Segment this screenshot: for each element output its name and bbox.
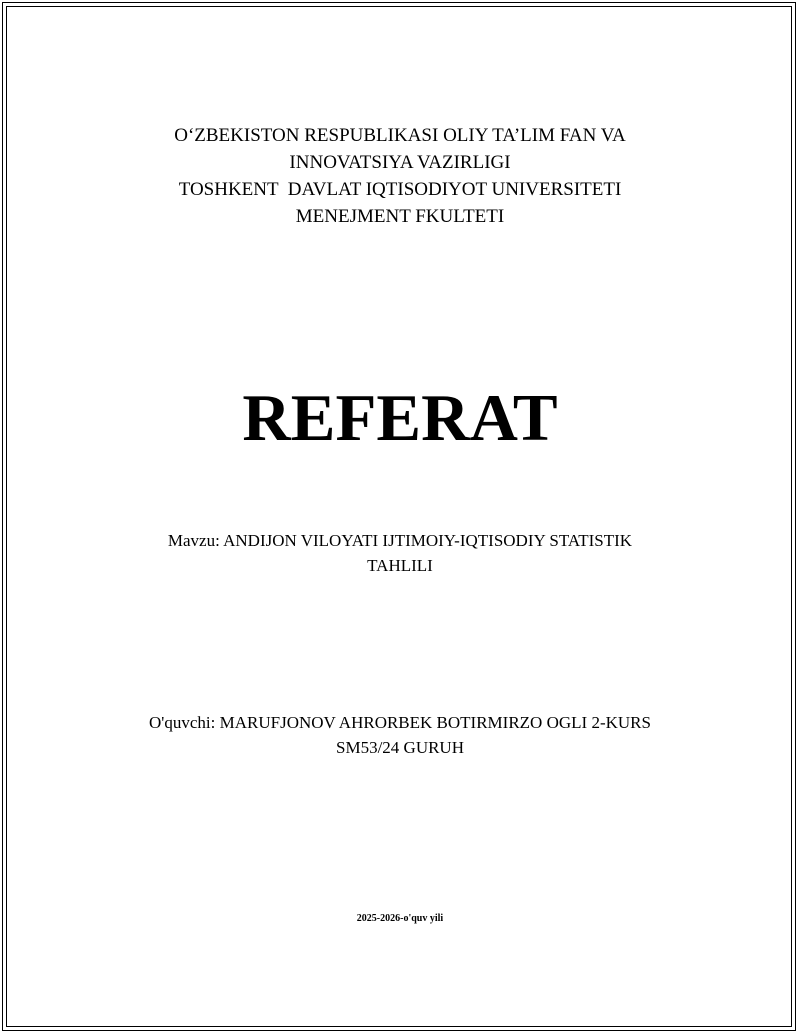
topic-line: Mavzu: ANDIJON VILOYATI IJTIMOIY-IQTISODIY STATISTIK (167, 531, 633, 550)
document-title: REFERAT (242, 381, 558, 455)
header-line-faculty: MENEJMENT FKULTETI (295, 206, 505, 227)
header-line-ministry-cont: INNOVATSIYA VAZIRLIGI (289, 152, 511, 173)
header-line-ministry: O‘ZBEKISTON RESPUBLIKASI OLIY TA’LIM FAN VA (174, 125, 626, 146)
topic-line-cont: TAHLILI (367, 556, 433, 575)
academic-year: 2025-2026-o'quv yili (356, 913, 444, 924)
header-line-university: TOSHKENT DAVLAT IQTISODIYOT UNIVERSITETI (178, 179, 622, 200)
student-block (0, 710, 800, 760)
topic-block (0, 528, 800, 578)
student-line-cont: SM53/24 GURUH (336, 738, 464, 757)
institution-header (0, 122, 800, 230)
student-line: O'quvchi: MARUFJONOV AHRORBEK BOTIRMIRZO OGLI 2-KURS (149, 713, 651, 732)
